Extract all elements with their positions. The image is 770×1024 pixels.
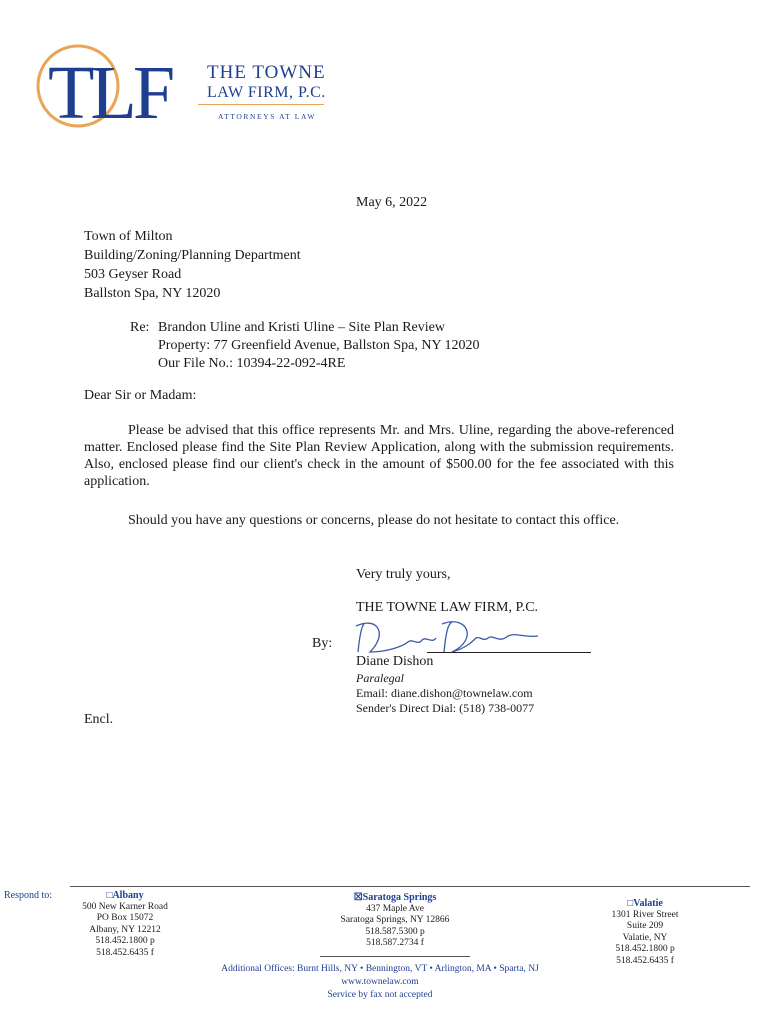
office-saratoga-springs [320,892,470,950]
office-name: Albany [112,890,144,901]
body-paragraph-2-text: Should you have any questions or concerns, please do not hesitate to contact this office. [128,513,620,528]
office-line: PO Box 15072 [96,913,154,923]
letter-date: May 6, 2022 [356,195,428,210]
office-line: Suite 209 [626,921,664,931]
office-name: Saratoga Springs [362,892,437,903]
signature-line [427,652,591,653]
signer-name: Diane Dishon [356,654,434,669]
recipient-line: Building/Zoning/Planning Department [84,248,301,263]
firm-logo [34,42,194,132]
office-name: Valatie [633,898,663,909]
office-line: Albany, NY 12212 [89,924,161,935]
body-paragraph-1-text: Please be advised that this office represents Mr. and Mrs. Uline, regarding the above-referenced matter. Enclosed please find the Site Plan Review Application, along with the submission requirements. Also, enclosed please find our client's check in the amount of $500.00 for the fee associated with this application. [84,423,674,489]
office-line: 518.452.1800 p [615,944,675,954]
website-link[interactable]: www.townelaw.com [341,977,419,987]
logo-divider [198,104,324,105]
firm-tagline: ATTORNEYS AT LAW [218,112,317,121]
office-line: Valatie, NY [622,932,668,943]
re-line: Our File No.: 10394-22-092-4RE [158,356,346,371]
checkbox-icon[interactable]: □ [627,898,634,909]
office-line: 518.587.5300 p [365,926,425,937]
logo-initials: TLF [48,51,172,132]
respond-to-label: Respond to: [4,890,53,901]
office-line: 518.587.2734 f [366,938,424,948]
footer-divider-short [320,956,470,957]
recipient-line: Town of Milton [84,229,173,244]
office-line: 500 New Karner Road [82,901,168,912]
signer-title: Paralegal [356,671,404,685]
body-paragraph-1 [84,422,674,490]
re-label: Re: [130,320,150,335]
office-line: 437 Maple Ave [366,903,424,914]
recipient-line: Ballston Spa, NY 12020 [84,286,221,301]
office-line: Saratoga Springs, NY 12866 [340,915,450,925]
re-line: Brandon Uline and Kristi Uline – Site Plan Review [158,320,445,335]
office-line: 518.452.6435 f [616,955,674,966]
office-line: 1301 River Street [611,909,679,920]
office-line: 518.452.1800 p [95,936,155,946]
salutation: Dear Sir or Madam: [84,388,197,403]
additional-offices: Additional Offices: Burnt Hills, NY • Bennington, VT • Arlington, MA • Sparta, NJ [221,964,539,974]
footer-divider [70,886,750,887]
signer-direct-dial: Sender's Direct Dial: (518) 738-0077 [356,701,535,715]
closing-firm: THE TOWNE LAW FIRM, P.C. [356,600,539,615]
body-paragraph-2 [84,512,674,529]
valediction: Very truly yours, [356,567,451,582]
enclosure-note: Encl. [84,712,114,727]
office-albany [70,890,180,959]
re-line: Property: 77 Greenfield Avenue, Ballston Spa, NY 12020 [158,338,480,353]
recipient-line: 503 Geyser Road [84,267,182,282]
office-line: 518.452.6435 f [96,947,154,958]
fax-note: Service by fax not accepted [327,990,433,1000]
firm-name-line-1: THE TOWNE [207,62,326,83]
firm-name-line-2: LAW FIRM, P.C. [207,84,326,101]
by-label: By: [312,636,333,651]
checkbox-icon[interactable]: □ [106,890,113,901]
signer-email: Email: diane.dishon@townelaw.com [356,686,533,700]
office-valatie [590,898,700,967]
checked-box-icon[interactable]: ☒ [353,892,363,903]
